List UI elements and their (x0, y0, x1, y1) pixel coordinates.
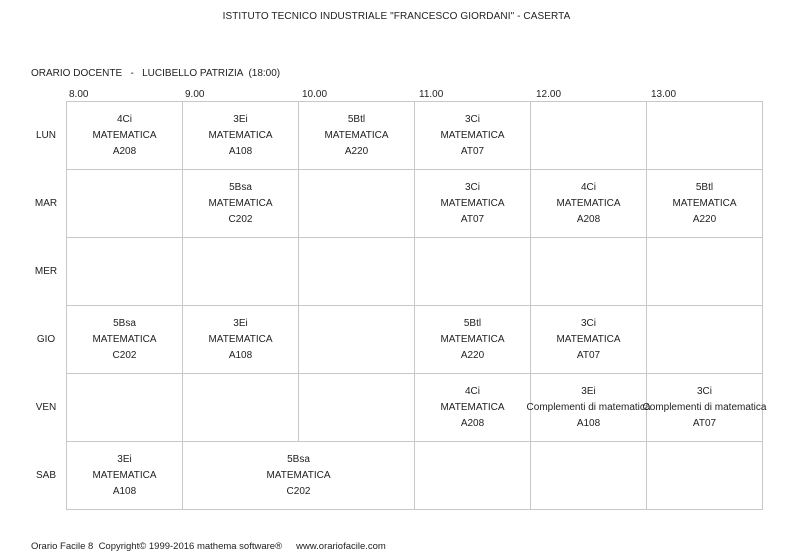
page-title: ISTITUTO TECNICO INDUSTRIALE "FRANCESCO GIORDANI" - CASERTA (222, 11, 571, 22)
lesson-cell (415, 306, 530, 373)
lesson-room: C202 (228, 213, 253, 225)
lesson-subject: MATEMATICA (266, 469, 331, 481)
lesson-cell (183, 442, 414, 509)
lesson-subject: MATEMATICA (208, 333, 273, 345)
lesson-cell (183, 170, 298, 237)
lesson-room: C202 (286, 485, 311, 497)
lesson-class: 3Ei (233, 317, 248, 329)
hour-label: 8.00 (69, 89, 89, 100)
lesson-room: C202 (112, 349, 137, 361)
lesson-room: A208 (576, 213, 601, 225)
lesson-subject: MATEMATICA (672, 197, 737, 209)
lesson-subject: MATEMATICA (556, 197, 621, 209)
day-label: SAB (35, 470, 56, 481)
lesson-room: A220 (460, 349, 485, 361)
day-label: MER (34, 266, 58, 277)
lesson-room: A108 (576, 417, 601, 429)
lesson-room: A220 (692, 213, 717, 225)
lesson-class: 3Ci (464, 113, 480, 125)
lesson-subject: MATEMATICA (92, 129, 157, 141)
lesson-class: 3Ci (696, 385, 712, 397)
footer (31, 541, 386, 552)
lesson-room: AT07 (692, 417, 717, 429)
lesson-class: 5Bsa (113, 317, 136, 329)
copyright-text: Orario Facile 8 Copyright© 1999-2016 mathema software® (31, 541, 283, 552)
lesson-subject: MATEMATICA (92, 469, 157, 481)
lesson-cell (531, 170, 646, 237)
day-label: MAR (34, 198, 58, 209)
lesson-class: 5Btl (463, 317, 482, 329)
lesson-subject: Complementi di matematica (642, 401, 767, 413)
lesson-cell (183, 306, 298, 373)
lesson-cell (183, 102, 298, 169)
lesson-subject: MATEMATICA (440, 333, 505, 345)
day-label: LUN (35, 130, 56, 141)
lesson-class: 4Ci (116, 113, 132, 125)
lesson-cell (647, 170, 762, 237)
day-label: VEN (35, 402, 57, 413)
lesson-room: AT07 (576, 349, 601, 361)
lesson-cell (531, 306, 646, 373)
lesson-cell (67, 442, 182, 509)
hour-label: 11.00 (419, 89, 444, 100)
lesson-cell (67, 102, 182, 169)
lesson-cell (299, 102, 414, 169)
lesson-subject: MATEMATICA (92, 333, 157, 345)
lesson-room: A108 (228, 145, 253, 157)
lesson-class: 3Ci (464, 181, 480, 193)
lesson-subject: MATEMATICA (208, 197, 273, 209)
lesson-class: 4Ci (464, 385, 480, 397)
lesson-class: 5Bsa (229, 181, 252, 193)
lesson-class: 4Ci (580, 181, 596, 193)
lesson-cell (526, 374, 651, 441)
lesson-room: A108 (228, 349, 253, 361)
lesson-subject: MATEMATICA (324, 129, 389, 141)
lesson-cell (67, 306, 182, 373)
hour-label: 12.00 (536, 89, 562, 100)
website-link[interactable]: www.orariofacile.com (296, 541, 386, 552)
lesson-room: AT07 (460, 213, 485, 225)
lesson-room: A208 (112, 145, 137, 157)
lesson-cell (642, 374, 767, 441)
lesson-subject: MATEMATICA (440, 401, 505, 413)
lesson-room: A108 (112, 485, 137, 497)
lesson-subject: MATEMATICA (440, 129, 505, 141)
lesson-room: AT07 (460, 145, 485, 157)
lesson-class: 5Btl (695, 181, 714, 193)
lesson-class: 5Btl (347, 113, 366, 125)
lesson-subject: MATEMATICA (440, 197, 505, 209)
lesson-subject: MATEMATICA (556, 333, 621, 345)
lesson-class: 3Ci (580, 317, 596, 329)
lesson-cell (415, 374, 530, 441)
lesson-room: A220 (344, 145, 369, 157)
lesson-class: 3Ei (233, 113, 248, 125)
teacher-schedule-heading: ORARIO DOCENTE - LUCIBELLO PATRIZIA (18:00) (31, 68, 281, 79)
lesson-cell (415, 170, 530, 237)
lesson-cell (415, 102, 530, 169)
hour-label: 10.00 (302, 89, 328, 100)
lesson-subject: MATEMATICA (208, 129, 273, 141)
hour-label: 13.00 (651, 89, 677, 100)
lesson-subject: Complementi di matematica (526, 401, 651, 413)
lesson-class: 3Ei (581, 385, 596, 397)
lesson-room: A208 (460, 417, 485, 429)
lesson-class: 5Bsa (287, 453, 310, 465)
hour-label: 9.00 (185, 89, 205, 100)
day-label: GIO (36, 334, 56, 345)
lesson-class: 3Ei (117, 453, 132, 465)
